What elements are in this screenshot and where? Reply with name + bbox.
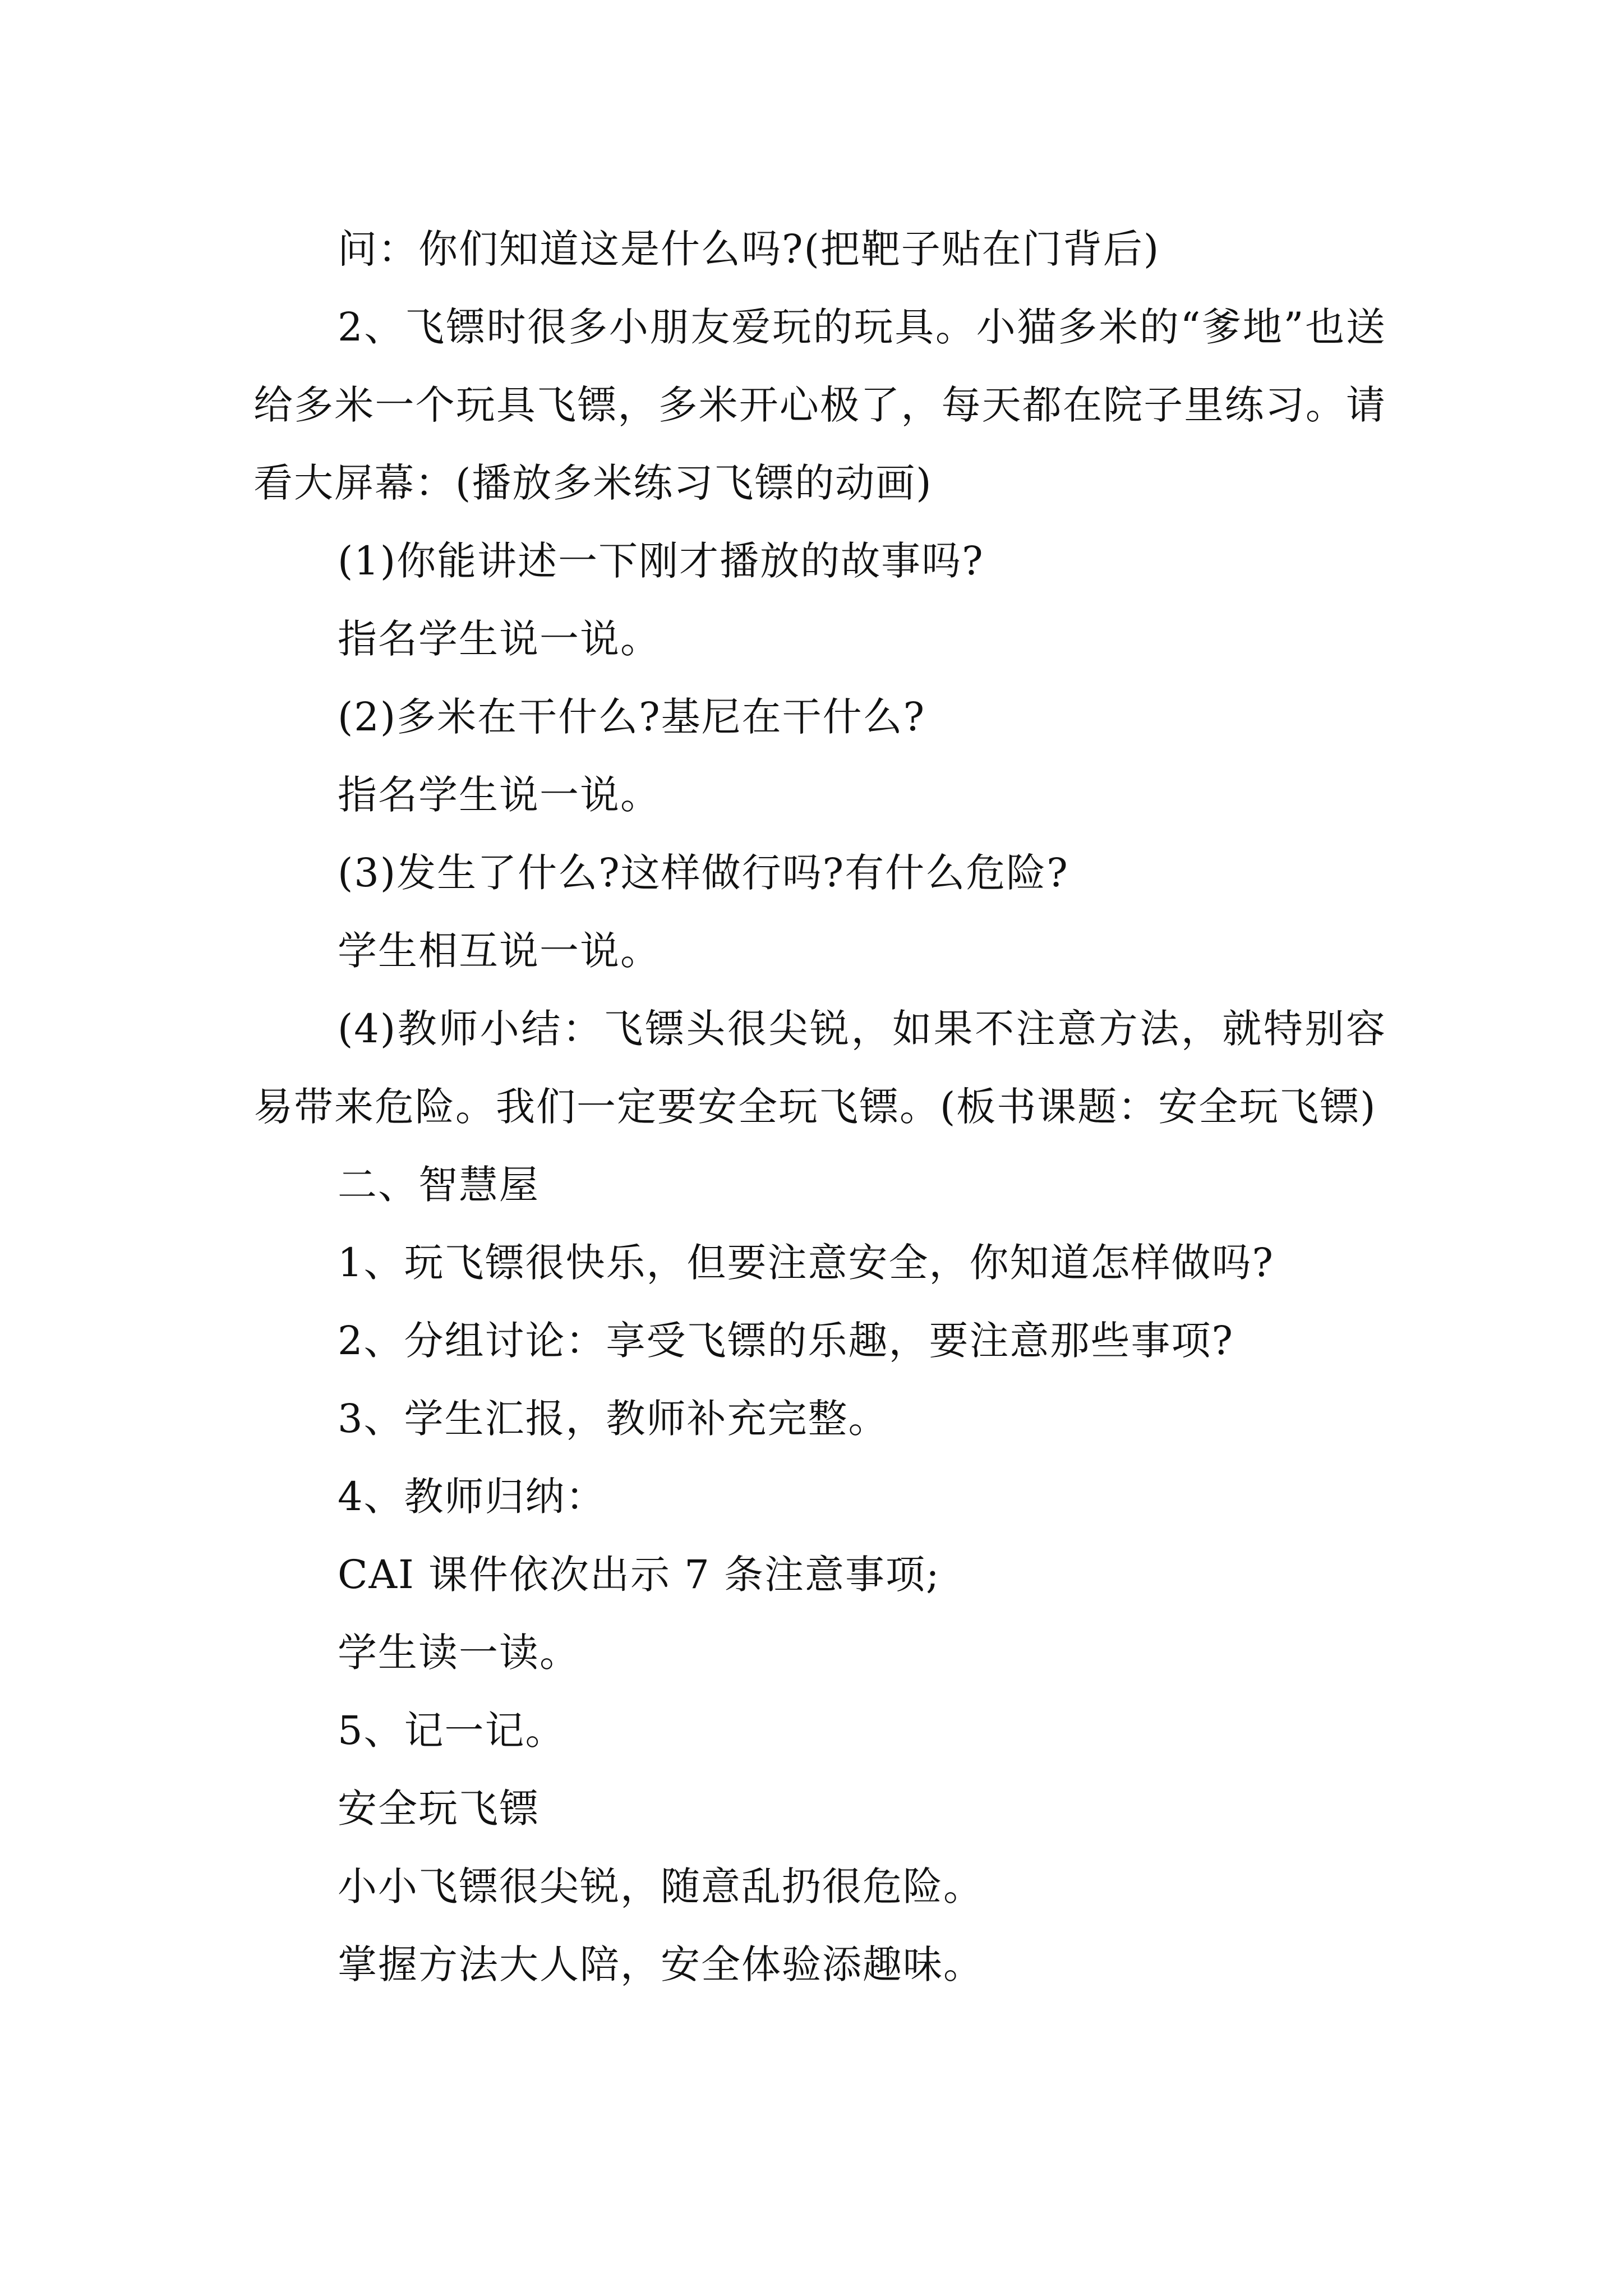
paragraph-item-4: 4、教师归纳：	[338, 1474, 606, 1520]
paragraph-a1: 指名学生说一说。	[338, 616, 661, 662]
poem-title: 安全玩飞镖	[338, 1786, 540, 1832]
paragraph-item-2: 2、分组讨论：享受飞镖的乐趣，要注意那些事项?	[338, 1318, 1234, 1364]
document-body	[253, 210, 1386, 2004]
paragraph-cai: CAI 课件依次出示 7 条注意事项;	[338, 1552, 940, 1598]
poem-line-2: 掌握方法大人陪，安全体验添趣味。	[338, 1941, 984, 1987]
paragraph-dart-story: 2、飞镖时很多小朋友爱玩的玩具。小猫多米的“爹地”也送给多米一个玩具飞镖，多米开心极了，每天都在院子里练习。请看大屏幕：(播放多米练习飞镖的动画)	[253, 304, 1386, 506]
paragraph-a3: 学生相互说一说。	[338, 928, 661, 974]
paragraph-item-5: 5、记一记。	[338, 1708, 566, 1754]
paragraph-q1: (1)你能讲述一下刚才播放的故事吗?	[338, 538, 984, 584]
poem-line-1: 小小飞镖很尖锐，随意乱扔很危险。	[338, 1864, 984, 1910]
section-heading-wisdom-house: 二、智慧屋	[338, 1162, 540, 1208]
paragraph-teacher-summary: (4)教师小结：飞镖头很尖锐，如果不注意方法，就特别容易带来危险。我们一定要安全玩飞镖。(板书课题：安全玩飞镖)	[253, 1006, 1386, 1130]
paragraph-item-3: 3、学生汇报，教师补充完整。	[338, 1396, 889, 1442]
paragraph-q2: (2)多米在干什么?基尼在干什么?	[338, 694, 926, 740]
paragraph-read: 学生读一读。	[338, 1630, 580, 1676]
paragraph-a2: 指名学生说一说。	[338, 772, 661, 818]
paragraph-item-1: 1、玩飞镖很快乐，但要注意安全，你知道怎样做吗?	[338, 1240, 1275, 1286]
paragraph-question: 问：你们知道这是什么吗?(把靶子贴在门背后)	[338, 226, 1160, 272]
paragraph-q3: (3)发生了什么?这样做行吗?有什么危险?	[338, 850, 1069, 896]
